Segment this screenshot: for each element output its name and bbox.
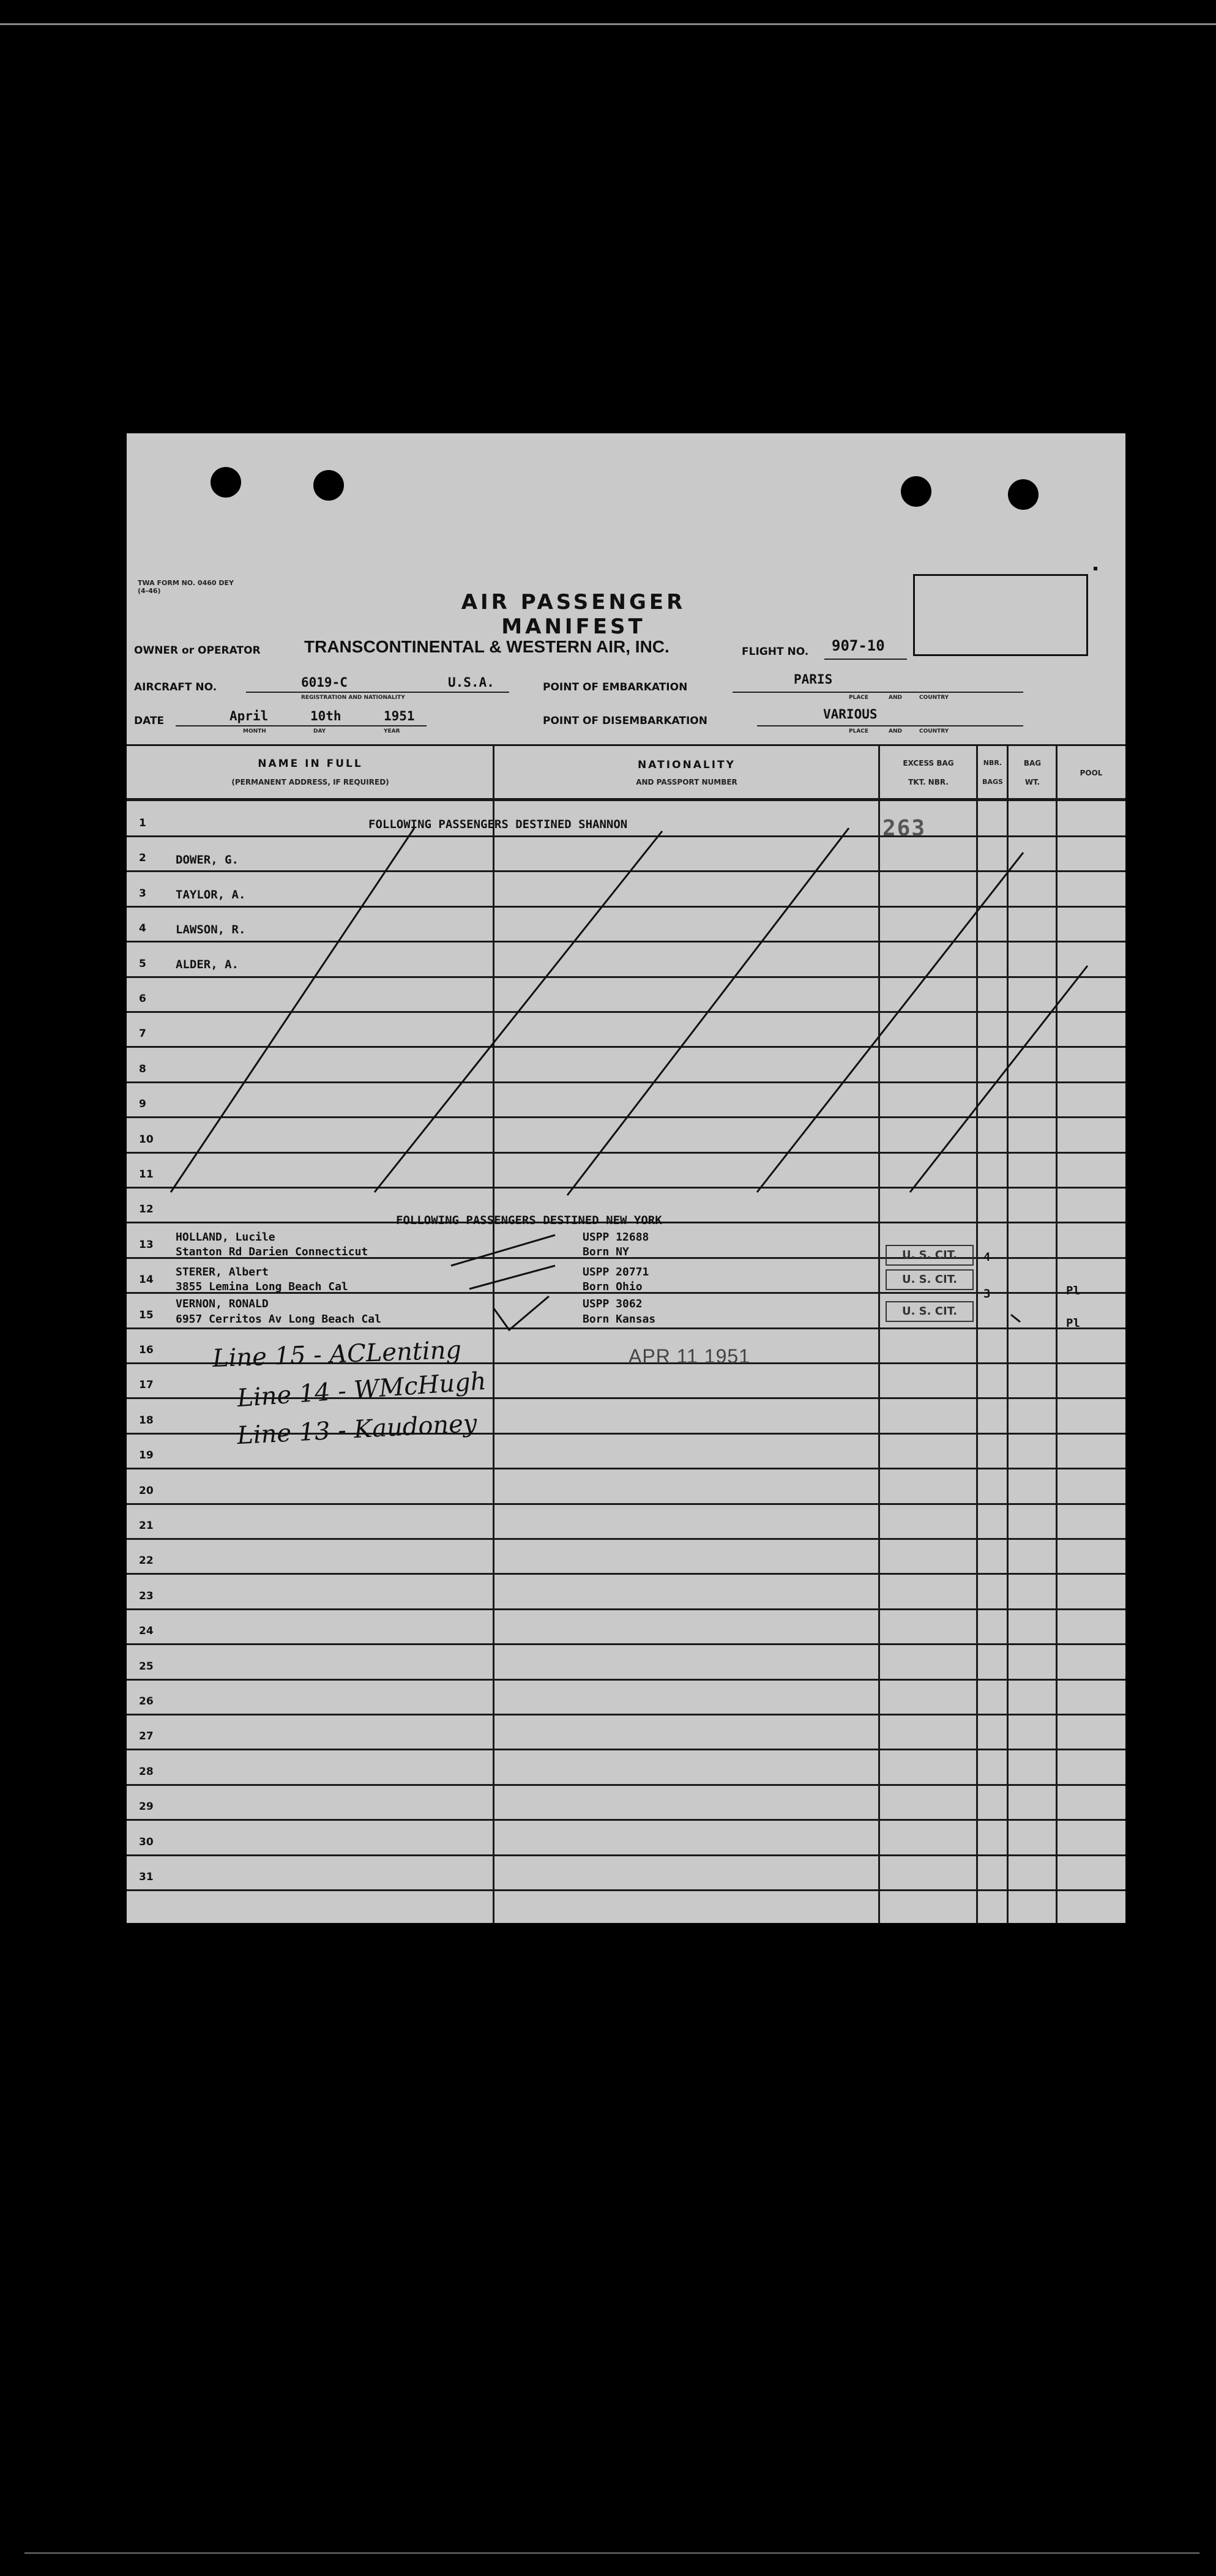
row-number: 11 — [139, 1168, 154, 1181]
excess-bag-header: EXCESS BAG — [903, 759, 954, 767]
handwritten-note: Line 15 - ACLenting — [212, 1335, 462, 1373]
row-number: 27 — [139, 1730, 154, 1743]
form-number-line: TWA FORM NO. 0460 DEY — [138, 579, 234, 587]
row-number: 19 — [139, 1449, 154, 1462]
check-stroke — [469, 1266, 555, 1289]
cancel-stroke — [567, 828, 849, 1195]
and-sub: AND — [889, 695, 902, 701]
passenger-address: Stanton Rd Darien Connecticut — [176, 1245, 368, 1258]
handwritten-note: Line 14 - WMcHugh — [236, 1367, 487, 1413]
cancel-stroke — [757, 853, 1023, 1192]
nbr-header: NBR. — [983, 759, 1002, 767]
passenger-name: HOLLAND, Lucile — [176, 1231, 275, 1244]
cancel-strokes — [127, 433, 1125, 1923]
passenger-address: 3855 Lemina Long Beach Cal — [176, 1280, 348, 1293]
flight-label: FLIGHT NO. — [742, 646, 809, 658]
row-number: 12 — [139, 1203, 154, 1216]
row-number: 31 — [139, 1871, 154, 1883]
form-number-line: (4-46) — [138, 587, 161, 595]
flight-value: 907-10 — [832, 637, 885, 654]
row-number: 2 — [139, 852, 146, 865]
passenger-birthplace: Born NY — [583, 1245, 629, 1258]
passenger-name: LAWSON, R. — [176, 923, 246, 936]
aircraft-label: AIRCRAFT NO. — [134, 681, 217, 693]
row-number: 23 — [139, 1589, 154, 1602]
excess-bag-ticket: 263 — [882, 816, 927, 841]
and-sub: AND — [889, 728, 902, 734]
row-number: 4 — [139, 922, 146, 935]
passenger-name: DOWER, G. — [176, 853, 239, 867]
date-sub-day: DAY — [313, 728, 326, 734]
date-month: April — [229, 709, 269, 723]
date-day: 10th — [310, 709, 341, 723]
passenger-birthplace: Born Kansas — [583, 1313, 656, 1326]
cancel-stroke — [375, 831, 662, 1192]
check-stroke — [451, 1235, 555, 1266]
row-number: 17 — [139, 1379, 154, 1392]
us-citizen-stamp: U. S. CIT. — [886, 1269, 974, 1290]
date-stamp: APR 11 1951 — [629, 1345, 750, 1367]
aircraft-nationality: U.S.A. — [448, 675, 494, 690]
aircraft-subcaption: REGISTRATION AND NATIONALITY — [301, 695, 405, 701]
row-number: 6 — [139, 993, 146, 1005]
row-number: 24 — [139, 1625, 154, 1638]
passenger-name: ALDER, A. — [176, 958, 239, 971]
row-number: 10 — [139, 1133, 154, 1146]
film-edge-bottom — [24, 2552, 1199, 2554]
passenger-address: 6957 Cerritos Av Long Beach Cal — [176, 1313, 381, 1326]
row-number: 29 — [139, 1801, 154, 1813]
aircraft-value: 6019-C — [301, 675, 348, 690]
check-stroke — [494, 1296, 549, 1330]
country-sub: COUNTRY — [919, 695, 949, 701]
place-sub: PLACE — [849, 695, 869, 701]
place-sub: PLACE — [849, 728, 869, 734]
row-number: 5 — [139, 957, 146, 970]
bag-count: 3 — [983, 1287, 991, 1301]
pool-header: POOL — [1080, 769, 1103, 777]
name-column-subheader: (PERMANENT ADDRESS, IF REQUIRED) — [231, 778, 389, 786]
row-number: 30 — [139, 1835, 154, 1848]
film-edge-top — [0, 23, 1216, 25]
passenger-birthplace: Born Ohio — [583, 1280, 643, 1293]
row-number: 22 — [139, 1555, 154, 1567]
passenger-nationality: USPP 3062 — [583, 1297, 643, 1310]
row-number: 7 — [139, 1028, 146, 1040]
row-number: 28 — [139, 1765, 154, 1778]
bags-header: BAGS — [982, 778, 1003, 786]
bag-header: BAG — [1023, 759, 1042, 767]
cancel-stroke — [910, 966, 1087, 1192]
manifest-sheet — [127, 433, 1125, 1923]
date-year: 1951 — [384, 709, 415, 723]
us-citizen-stamp: U. S. CIT. — [886, 1301, 974, 1322]
passenger-name: TAYLOR, A. — [176, 888, 246, 902]
passenger-name: STERER, Albert — [176, 1266, 269, 1279]
date-label: DATE — [134, 715, 165, 727]
document-title: AIR PASSENGER MANIFEST — [461, 590, 686, 639]
row-number: 14 — [139, 1274, 154, 1286]
wt-header: WT. — [1024, 778, 1040, 786]
row-number: 9 — [139, 1098, 146, 1111]
newyork-header: FOLLOWING PASSENGERS DESTINED NEW YORK — [396, 1214, 662, 1227]
ticket-number-header: TKT. NBR. — [908, 778, 949, 786]
disembarkation-value: VARIOUS — [823, 707, 878, 722]
row-number: 15 — [139, 1309, 154, 1321]
disembarkation-label: POINT OF DISEMBARKATION — [543, 715, 707, 727]
row-number: 1 — [139, 817, 146, 829]
row-number: 13 — [139, 1238, 154, 1251]
nationality-column-subheader: AND PASSPORT NUMBER — [636, 778, 737, 786]
embarkation-label: POINT OF EMBARKATION — [543, 681, 688, 693]
name-column-header: NAME IN FULL — [258, 758, 363, 770]
nationality-column-header: NATIONALITY — [638, 759, 736, 771]
pool-marker: Pl — [1066, 1284, 1080, 1297]
embarkation-value: PARIS — [794, 672, 833, 687]
shannon-header: FOLLOWING PASSENGERS DESTINED SHANNON — [368, 818, 628, 831]
passenger-name: VERNON, RONALD — [176, 1297, 269, 1310]
cancel-stroke — [171, 828, 414, 1192]
pool-marker: Pl — [1066, 1316, 1080, 1330]
owner-label: OWNER or OPERATOR — [134, 644, 261, 657]
passenger-nationality: USPP 12688 — [583, 1231, 649, 1244]
date-sub-month: MONTH — [243, 728, 266, 734]
check-stroke — [1011, 1315, 1020, 1322]
passenger-nationality: USPP 20771 — [583, 1266, 649, 1279]
us-citizen-stamp: U. S. CIT. — [886, 1245, 974, 1266]
bag-count: 4 — [983, 1250, 991, 1264]
handwritten-note: Line 13 - Kaudoney — [236, 1409, 478, 1450]
row-number: 25 — [139, 1660, 154, 1673]
owner-value: TRANSCONTINENTAL & WESTERN AIR, INC. — [304, 637, 670, 656]
row-number: 16 — [139, 1344, 154, 1356]
country-sub: COUNTRY — [919, 728, 949, 734]
row-number: 8 — [139, 1062, 146, 1075]
row-number: 21 — [139, 1520, 154, 1532]
row-number: 18 — [139, 1414, 154, 1427]
date-sub-year: YEAR — [384, 728, 400, 734]
row-number: 26 — [139, 1695, 154, 1708]
row-number: 3 — [139, 887, 146, 900]
row-number: 20 — [139, 1484, 154, 1497]
